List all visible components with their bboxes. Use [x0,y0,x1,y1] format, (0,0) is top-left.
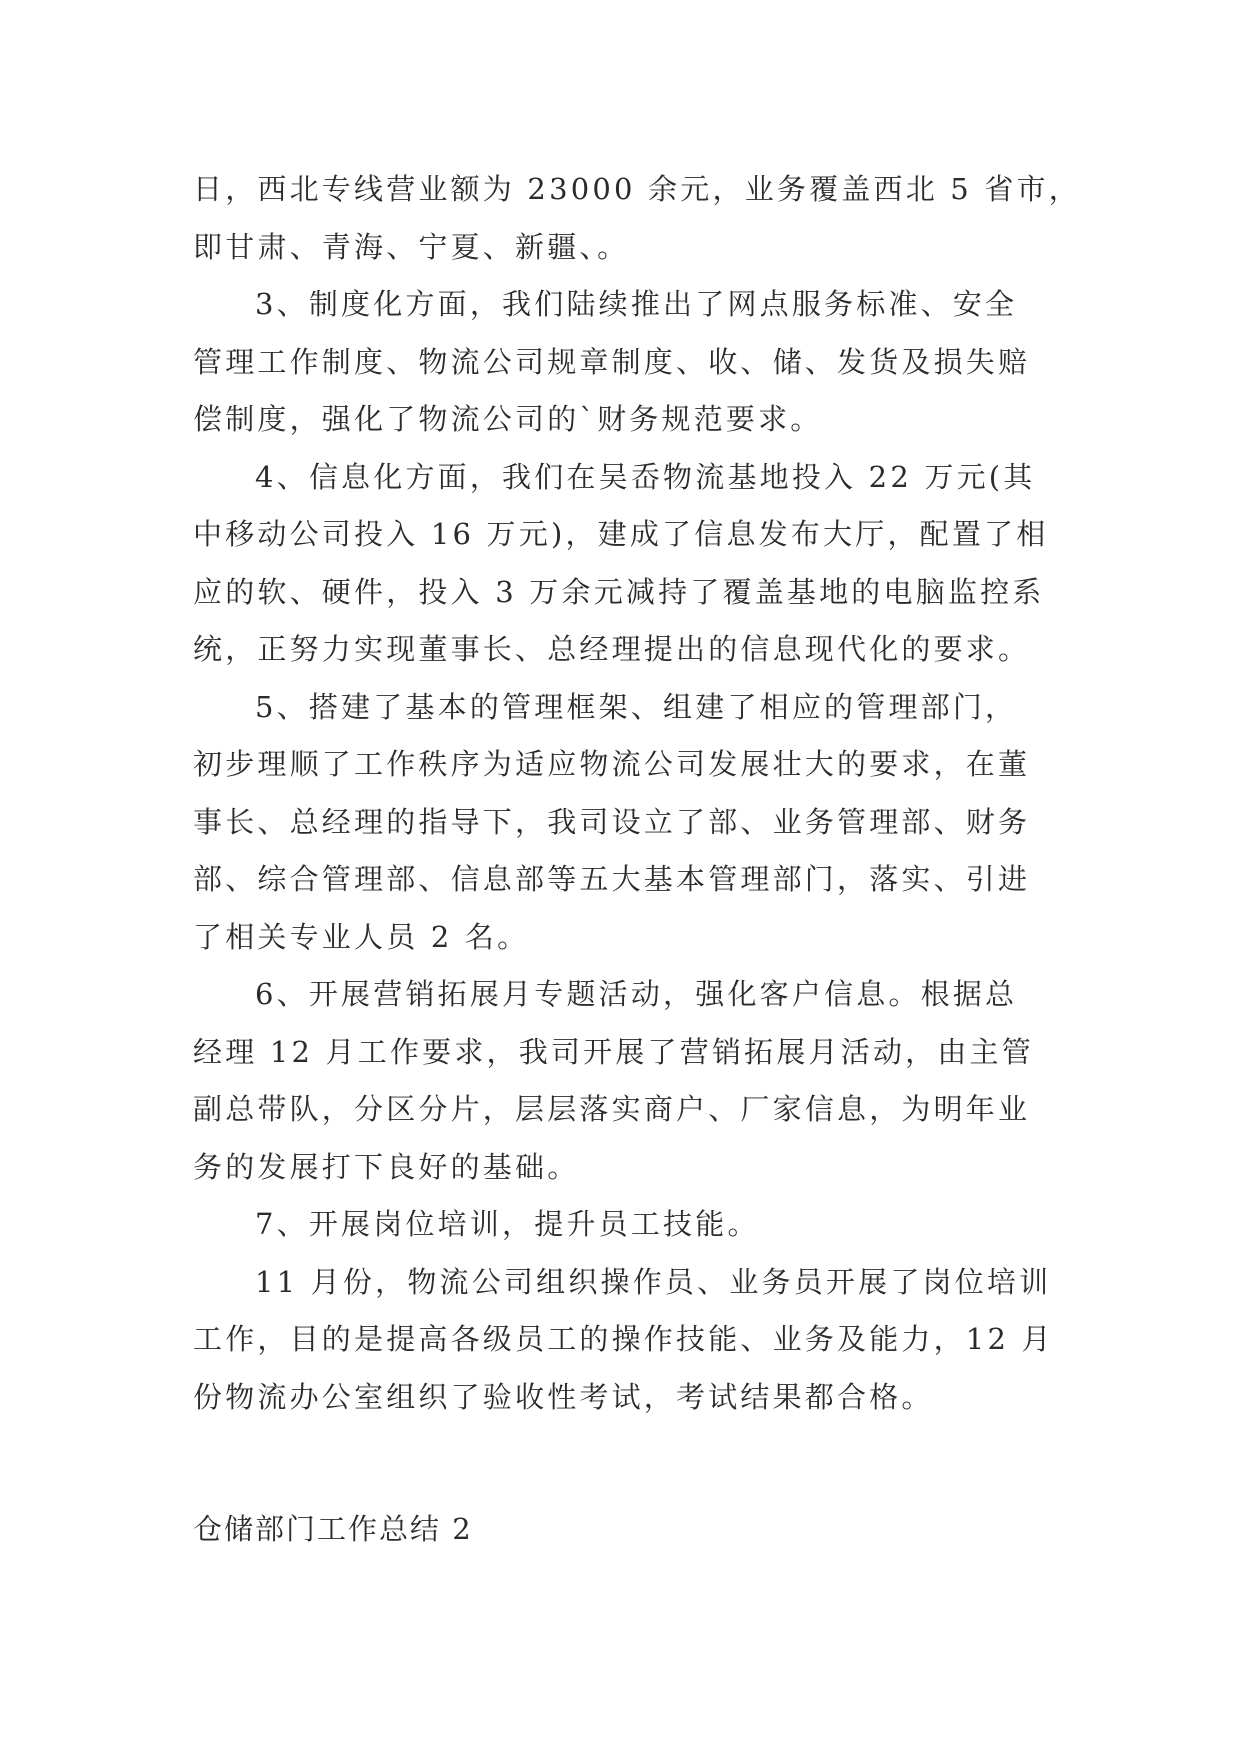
text-line: 日，西北专线营业额为 23000 余元，业务覆盖西北 5 省市， [193,172,1081,206]
text-line: 工作，目的是提高各级员工的操作技能、业务及能力，12 月 [193,1322,1054,1356]
text-line: 偿制度，强化了物流公司的`财务规范要求。 [193,402,823,436]
text-line: 管理工作制度、物流公司规章制度、收、储、发货及损失赔 [193,344,1031,379]
paragraph-start-line: 5、搭建了基本的管理框架、组建了相应的管理部门， [255,689,1018,724]
paragraph-start-line: 7、开展岗位培训，提升员工技能。 [255,1207,760,1241]
text-line: 份物流办公室组织了验收性考试，考试结果都合格。 [193,1379,934,1414]
section-heading: 仓储部门工作总结 2 [193,1512,473,1546]
document-body [193,161,1081,1426]
text-line: 中移动公司投入 16 万元)，建成了信息发布大厅，配置了相 [193,517,1049,551]
text-line: 务的发展打下良好的基础。 [193,1149,580,1184]
text-line: 部、综合管理部、信息部等五大基本管理部门，落实、引进 [193,862,1031,896]
text-line: 副总带队，分区分片，层层落实商户、厂家信息，为明年业 [193,1092,1031,1126]
text-line: 经理 12 月工作要求，我司开展了营销拓展月活动，由主管 [193,1034,1034,1069]
text-line: 初步理顺了工作秩序为适应物流公司发展壮大的要求，在董 [193,747,1031,781]
paragraph-start-line: 6、开展营销拓展月专题活动，强化客户信息。根据总 [255,977,1018,1011]
text-line: 统，正努力实现董事长、总经理提出的信息现代化的要求。 [193,632,1031,666]
text-line: 事长、总经理的指导下，我司设立了部、业务管理部、财务 [193,804,1031,839]
text-line: 应的软、硬件，投入 3 万余元减持了覆盖基地的电脑监控系 [193,574,1045,609]
paragraph-start-line: 4、信息化方面，我们在吴岙物流基地投入 22 万元(其 [255,459,1036,494]
paragraph-start-line: 11 月份，物流公司组织操作员、业务员开展了岗位培训 [255,1264,1052,1299]
text-line: 即甘肃、青海、宁夏、新疆、。 [193,229,630,264]
text-line: 了相关专业人员 2 名。 [193,919,530,954]
paragraph-start-line: 3、制度化方面，我们陆续推出了网点服务标准、安全 [255,287,1018,321]
